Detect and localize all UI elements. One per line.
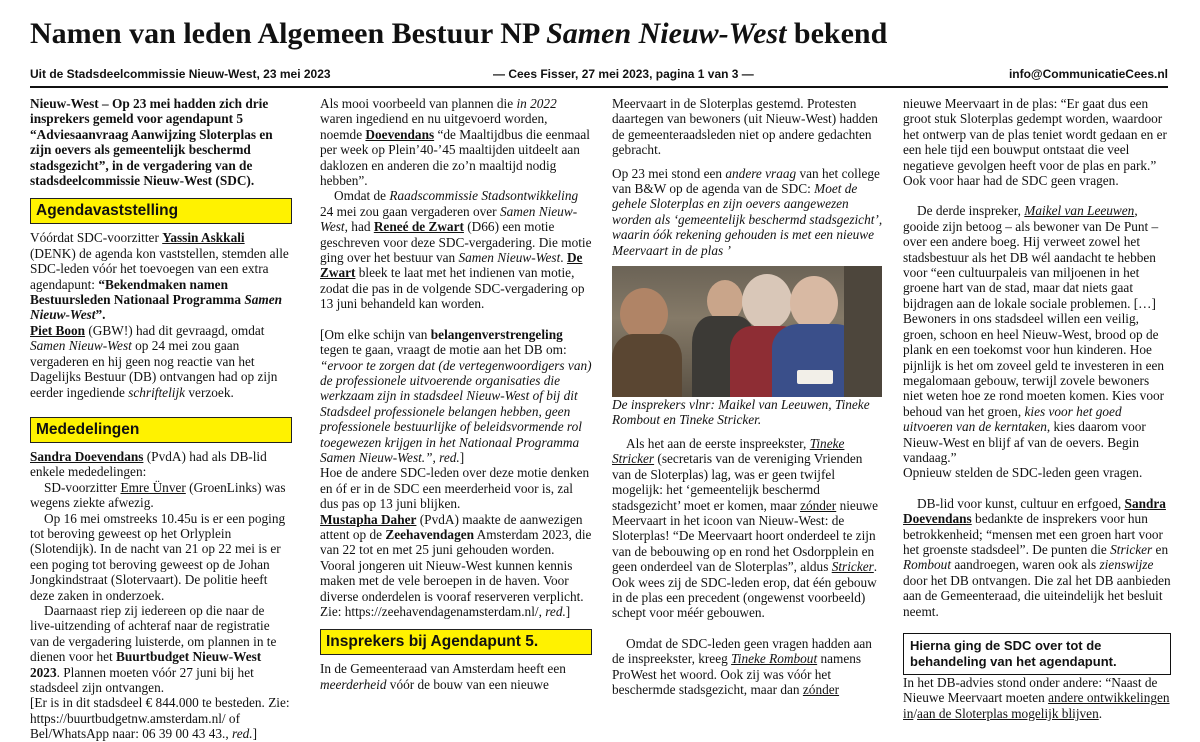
- column-2: [320, 96, 592, 692]
- med-paragraph-5: [Er is in dit stadsdeel € 844.000 te besteden. Zie: https://buurtbudgetnw.amsterdam.nl/ of Bel/WhatsApp naar: 06 39 00 43 43., red.]: [30, 695, 290, 742]
- col2-paragraph-4: Hoe de andere SDC-leden over deze motie denken en óf er in de SDC een meerderheid voor is, zal dus pas op 13 juni blijken.: [320, 465, 590, 512]
- contact-email[interactable]: info@CommunicatieCees.nl: [1008, 67, 1168, 81]
- agenda-paragraph-2: Piet Boon (GBW!) had dit gevraagd, omdat Samen Nieuw-West op 24 mei zou gaan vergaderen en hij geen nog reactie van het Dagelijks Bestuur (DB) ontvangen had op zijn eerder ingediende schriftelijk verzoek.: [30, 322, 278, 400]
- title-text: Namen van leden Algemeen Bestuur NP: [30, 17, 547, 50]
- byline-bar: [30, 67, 1168, 85]
- col2-paragraph-1: Als mooi voorbeeld van plannen die in 2022 waren ingediend en nu uitgevoerd worden, noemde Doevendans “de Maaltijdbus die eenmaal per week op Plein’40-’45 maaltijden uitdeelt aan daklozen en anderen die zo’n maaltijd nodig hebben”.: [320, 96, 590, 189]
- header-divider: [30, 86, 1168, 88]
- col3-paragraph-3: Als het aan de eerste inspreekster, Tineke Stricker (secretaris van de vereniging Vrienden van de Sloterplas) lag, was er geen twijfel mogelijk: het ‘gemeentelijk beschermd stadsgezicht’ moet er komen, maar zónder nieuwe Meervaart in het icoon van Nieuw-West: de Sloterplas! “De Meervaart hoort onderdeel te zijn van de bebouwing op en rond het Osdorpplein en geen onderdeel van de Sloterplas”, aldus Stricker. Ook wees zij de SDC-leden erop, dat één gebouw in de plas een precedent (ongewenst voorbeeld) schept voor méér gebouwen.: [612, 435, 878, 621]
- col2-paragraph-2: Omdat de Raadscommissie Stadsontwikkeling 24 mei zou gaan vergaderen over Samen Nieuw-West, had Reneé de Zwart (D66) een motie geschreven voor deze SDC-vergadering. Die motie ging over het bestuur van Samen Nieuw-West. De Zwart bleek te laat met het indienen van motie, zodat die pas in de volgende SDC-vergadering op 13 juni behandeld kan worden.: [320, 188, 592, 312]
- title-italic: Samen Nieuw-West: [546, 17, 787, 50]
- col4-paragraph-4: DB-lid voor kunst, cultuur en erfgoed, Sandra Doevendans bedankte de insprekers voor hun betrokkenheid; “mensen met een groen hart voor het groenste stadsdeel”. De punten die Stricker en Rombout aandroegen, waren ook als zienswijze door het DB ontvangen. Die zal het DB aanbieden aan de Gemeenteraad, die uiteindelijk het besluit neemt.: [903, 495, 1171, 619]
- boxed-note: Hierna ging de SDC over tot de behandeling van het agendapunt.: [903, 633, 1171, 675]
- column-3: [612, 96, 884, 697]
- section-heading-agenda: Agendavaststelling: [30, 198, 292, 224]
- col2-paragraph-6: Zie: https://zeehavendagenamsterdam.nl/, red.]: [320, 604, 571, 619]
- col4-paragraph-2: De derde inspreker, Maikel van Leeuwen, gooide zijn betoog – als bewoner van De Punt – over een andere boeg. Hij verweet zowel het stadsbestuur als het DB wél aandacht te hebben voor “een cultuurpaleis van miljoenen in het groene hart van de stad, maar dat niets gaat bijdragen aan de lokale sociale problemen. […] Bewoners in ons stadsdeel willen een veilig, groen, schoon en heel Nieuw-West, brood op de plank en een toekomst voor hun kinderen. Hoe pijnlijk is het om zoveel geld te investeren in een megalomaan gebouw, terwijl zovele bewoners niet weten hoe ze rond moeten komen. Kies voor behoud van het groen, kies voor het goed uitvoeren van de kerntaken, kies daarom voor Nieuw-West en blijf af van de oevers. Begin vandaag.”: [903, 203, 1165, 465]
- med-paragraph-2: SD-voorzitter Emre Ünver (GroenLinks) was wegens ziekte afwezig.: [30, 479, 286, 511]
- column-1: [30, 96, 292, 742]
- title-text-end: bekend: [786, 17, 888, 50]
- source-line: Uit de Stadsdeelcommissie Nieuw-West, 23 mei 2023: [30, 67, 331, 81]
- col2-paragraph-3: [Om elke schijn van belangenverstrengeling tegen te gaan, vraagt de motie aan het DB om: “ervoor te zorgen dat (de vertegenwoordigers van) de professionele uitvoerende organisaties die werkzaam zijn in stadsdeel Nieuw-West of bij dit Stadsdeel professionele belangen hebben, geen professionele bestuurlijke of beleidsvormende rol toegewezen krijgen in het Nationaal Programma Samen Nieuw-West.”, red.]: [320, 326, 592, 465]
- col4-paragraph-3: Opnieuw stelden de SDC-leden geen vragen.: [903, 465, 1143, 481]
- med-paragraph-4: Daarnaast riep zij iedereen op die naar de live-uitzending of achteraf naar de registratie van de vergadering luisterde, om plannen in te dienen voor het Buurtbudget Nieuw-West 2023. Plannen moeten vóór 27 juni bij het stadsdeel zijn ontvangen.: [30, 602, 277, 695]
- col2-paragraph-5: Mustapha Daher (PvdA) maakte de aanwezigen attent op de Zeehavendagen Amsterdam 2023, die van 22 tot en met 25 juni gehouden worden. Vooral jongeren uit Nieuw-West kunnen kennis maken met de vele beroepen in de haven. Voor diverse onderdelen is vooraf reserveren verplicht.: [320, 511, 592, 604]
- col3-paragraph-2: Op 23 mei stond een andere vraag van het college van B&W op de agenda van de SDC: Moet de gehele Sloterplas en zijn oevers aangewezen worden als ‘gemeentelijk beschermd stadsgezicht’, waarin óók rekening gehouden is met een nieuwe Meervaart in de plas ’: [612, 165, 883, 258]
- col2-paragraph-7: In de Gemeenteraad van Amsterdam heeft een meerderheid vóór de bouw van een nieuwe: [320, 661, 566, 692]
- section-heading-mededelingen: Mededelingen: [30, 417, 292, 443]
- col4-paragraph-1: nieuwe Meervaart in de plas: “Er gaat dus een groot stuk Sloterplas gedempt worden, waardoor het ontwerp van de plas teniet wordt gedaan en er een hele tijd een bouwput ontstaat die veel negatieve gevolgen heeft voor de plas en park.” Ook voor haar had de SDC geen vragen.: [903, 96, 1167, 189]
- med-paragraph-3: Op 16 mei omstreeks 10.45u is er een poging tot beroving geweest op het Orlyplein (Slotendijk). In de nacht van 21 op 22 mei is er een poging tot beroving geweest op de Johan Jongkindstraat (Slotervaart). De politie heeft deze zaken in onderzoek.: [30, 510, 286, 603]
- section-heading-insprekers: Insprekers bij Agendapunt 5.: [320, 629, 592, 655]
- photo-insprekers: [612, 266, 882, 397]
- column-4: [903, 96, 1171, 721]
- col4-paragraph-5: In het DB-advies stond onder andere: “Naast de Nieuwe Meervaart moeten andere ontwikkelingen in/aan de Sloterplas mogelijk blijven.: [903, 675, 1170, 721]
- page-title: [30, 14, 1180, 54]
- med-paragraph-1: Sandra Doevendans (PvdA) had als DB-lid enkele mededelingen:: [30, 448, 267, 480]
- col3-paragraph-1: Meervaart in de Sloterplas gestemd. Protesten daartegen van bewoners (uit Nieuw-West) hadden de gemeenteraadsleden niet op andere gedachten gebracht.: [612, 96, 878, 158]
- col3-paragraph-4: Omdat de SDC-leden geen vragen hadden aan de inspreekster, kreeg Tineke Rombout namens ProWest het woord. Ook zij was vóór het beschermde stadsgezicht, maar dan zónder: [612, 635, 872, 697]
- agenda-paragraph-1: Vóórdat SDC-voorzitter Yassin Askkali (DENK) de agenda kon vaststellen, stemden alle SDC-leden vóór het toevoegen van een extra agendapunt: “Bekendmaken namen Bestuursleden Nationaal Programma Samen Nieuw-West”.: [30, 230, 289, 323]
- intro-paragraph: Nieuw-West – Op 23 mei hadden zich drie insprekers gemeld voor agendapunt 5 “Adviesaanvraag Aanwijzing Sloterplas en zijn oevers als gemeentelijk beschermd stadsgezicht”, in de vergadering van de stadsdeelcommissie Nieuw-West (SDC).: [30, 96, 273, 189]
- author-date-page: — Cees Fisser, 27 mei 2023, pagina 1 van 3 —: [493, 67, 754, 81]
- photo-caption: De insprekers vlnr: Maikel van Leeuwen, Tineke Rombout en Tineke Stricker.: [612, 397, 870, 428]
